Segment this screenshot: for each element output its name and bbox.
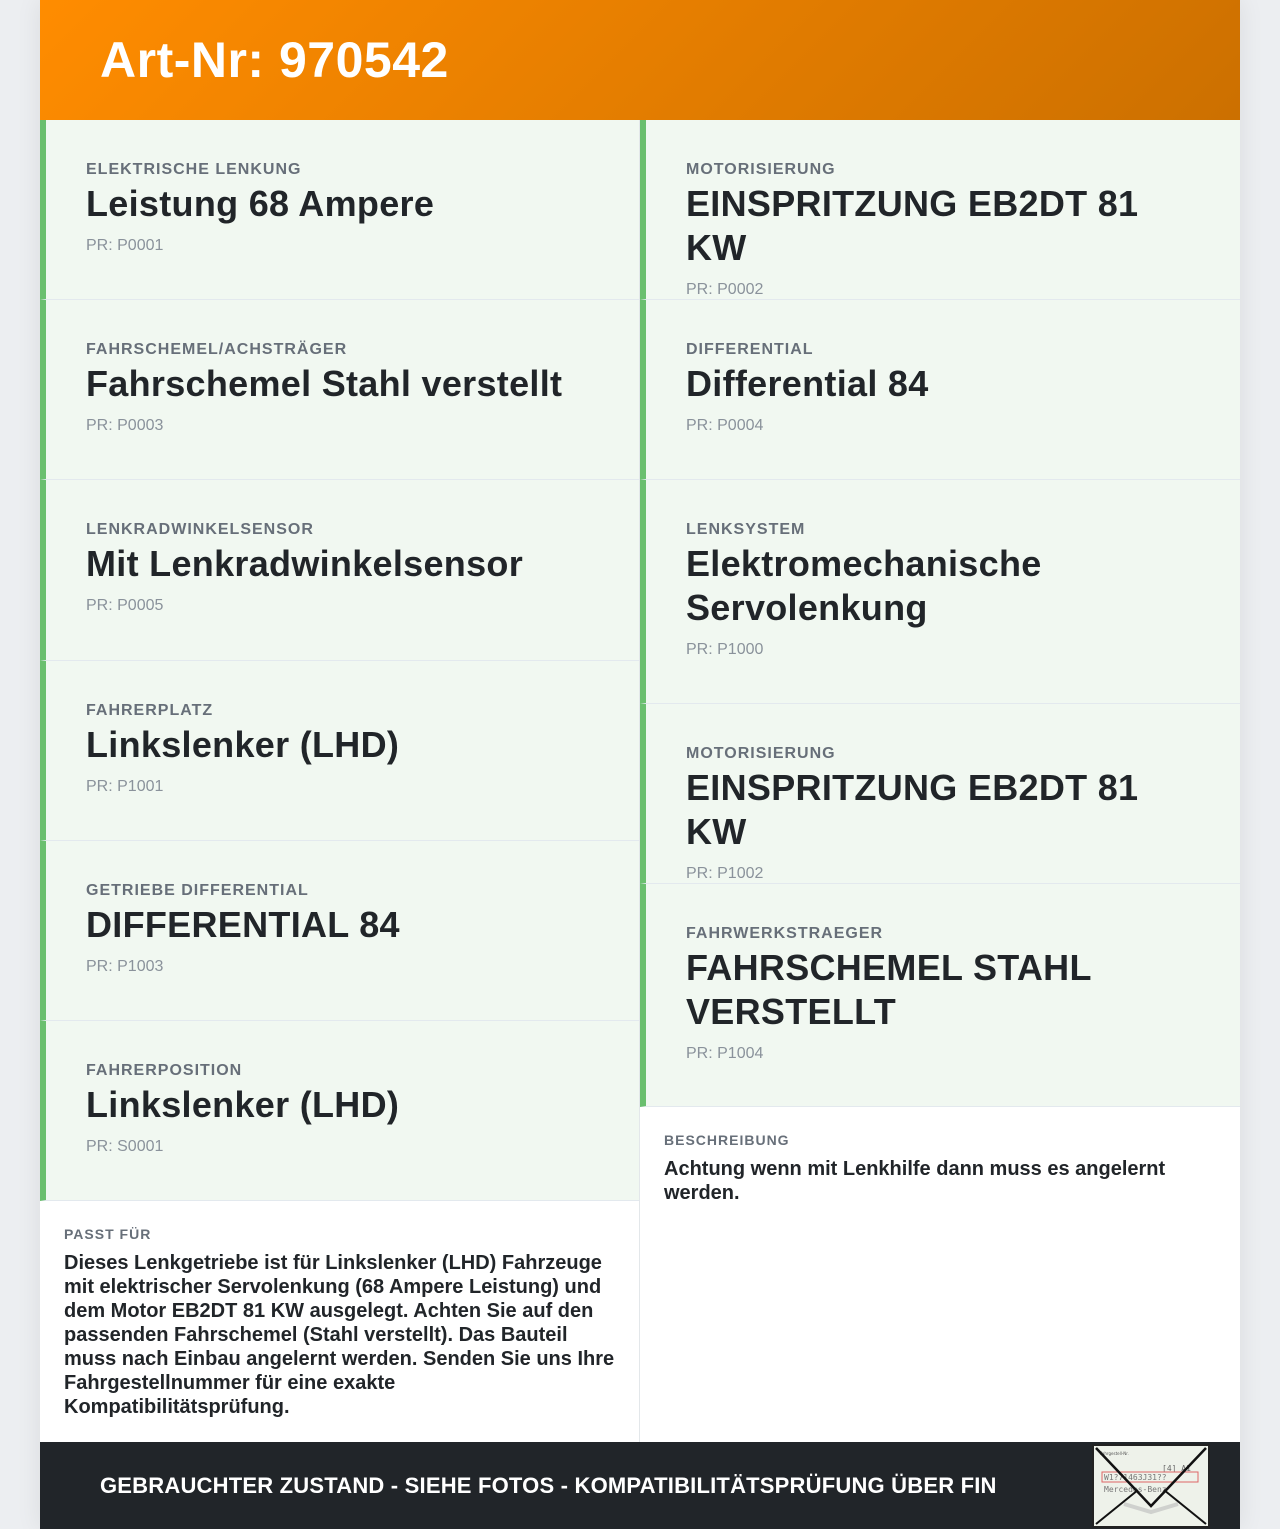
spec-value: Linkslenker (LHD): [86, 1084, 400, 1125]
passt-fuer-label: PASST FÜR: [64, 1226, 152, 1242]
spec-value: EINSPRITZUNG EB2DT 81 KW: [686, 767, 1139, 852]
spec-value: EINSPRITZUNG EB2DT 81 KW: [686, 183, 1139, 268]
spec-card: [40, 1021, 639, 1201]
spec-card: [640, 120, 1240, 300]
article-number-title: Art-Nr: 970542: [100, 32, 449, 88]
pr-code: PR: P1000: [686, 641, 764, 658]
spec-label: ELEKTRISCHE LENKUNG: [86, 161, 302, 178]
envelope-vin-icon: [1092, 1444, 1210, 1528]
pr-code: PR: P0004: [686, 417, 764, 434]
svg-text:[4] A1: [4] A1: [1162, 1464, 1191, 1473]
spec-value: Mit Lenkradwinkelsensor: [86, 543, 524, 584]
spec-label: FAHRERPLATZ: [86, 702, 214, 719]
passt-fuer-text: Dieses Lenkgetriebe ist für Linkslenker (LHD) Fahrzeuge mit elektrischer Servolenkung (68 Ampere Leistung) und dem Motor EB2DT 81 KW ausgelegt. Achten Sie auf den passenden Fahrschemel (Stahl verstellt). Das Bauteil muss nach Einbau angelernt werden. Senden Sie uns Ihre Fahrgestellnummer für eine exakte Kompatibilitätsprüfung.: [64, 1252, 615, 1418]
pr-code: PR: P1002: [686, 865, 764, 882]
pr-code: PR: P0001: [86, 237, 164, 254]
spec-card: [640, 884, 1240, 1107]
svg-text:W1?71463J31??: W1?71463J31??: [1104, 1473, 1167, 1482]
product-sheet: [40, 0, 1240, 1529]
spec-label: LENKSYSTEM: [686, 521, 806, 538]
spec-value: Leistung 68 Ampere: [86, 183, 435, 224]
spec-label: MOTORISIERUNG: [686, 745, 836, 762]
footer-bar: [40, 1442, 1240, 1529]
spec-label: GETRIEBE DIFFERENTIAL: [86, 882, 309, 899]
spec-value: Fahrschemel Stahl verstellt: [86, 363, 563, 404]
spec-card: [40, 480, 639, 661]
spec-card: [40, 120, 639, 300]
spec-label: FAHRWERKSTRAEGER: [686, 925, 884, 942]
pr-code: PR: P0005: [86, 597, 164, 614]
beschreibung-text: Achtung wenn mit Lenkhilfe dann muss es angelernt werden.: [664, 1158, 1166, 1204]
spec-card: [40, 300, 639, 480]
spec-card: [640, 480, 1240, 704]
beschreibung-label: BESCHREIBUNG: [664, 1132, 790, 1148]
spec-value: Elektromechanische Servolenkung: [686, 543, 1042, 628]
left-column: [40, 120, 640, 1442]
pr-code: PR: P1001: [86, 778, 164, 795]
spec-value: Differential 84: [686, 363, 929, 404]
footer-notice: GEBRAUCHTER ZUSTAND - SIEHE FOTOS - KOMPATIBILITÄTSPRÜFUNG ÜBER FIN: [100, 1472, 997, 1498]
spec-card: [640, 300, 1240, 480]
spec-value: FAHRSCHEMEL STAHL VERSTELLT: [686, 947, 1092, 1032]
header-banner: [40, 0, 1240, 120]
spec-label: FAHRSCHEMEL/ACHSTRÄGER: [86, 341, 348, 358]
spec-label: MOTORISIERUNG: [686, 161, 836, 178]
spec-card: [640, 704, 1240, 884]
pr-code: PR: P0002: [686, 281, 764, 298]
spec-card: [40, 661, 639, 841]
spec-card: [40, 841, 639, 1021]
spec-label: FAHRERPOSITION: [86, 1062, 243, 1079]
spec-value: Linkslenker (LHD): [86, 724, 400, 765]
spec-label: DIFFERENTIAL: [686, 341, 814, 358]
beschreibung-section: [640, 1107, 1240, 1205]
svg-text:Fahrgestell-Nr.: Fahrgestell-Nr.: [1100, 1451, 1129, 1456]
right-column: [640, 120, 1240, 1442]
spec-value: DIFFERENTIAL 84: [86, 904, 400, 945]
pr-code: PR: P1004: [686, 1045, 764, 1062]
spec-label: LENKRADWINKELSENSOR: [86, 521, 314, 538]
svg-text:Mercedes-Benz: Mercedes-Benz: [1104, 1485, 1167, 1494]
pr-code: PR: P0003: [86, 417, 164, 434]
spec-grid: [40, 120, 1240, 1442]
passt-fuer-section: [40, 1201, 639, 1419]
pr-code: PR: S0001: [86, 1138, 164, 1155]
pr-code: PR: P1003: [86, 958, 164, 975]
